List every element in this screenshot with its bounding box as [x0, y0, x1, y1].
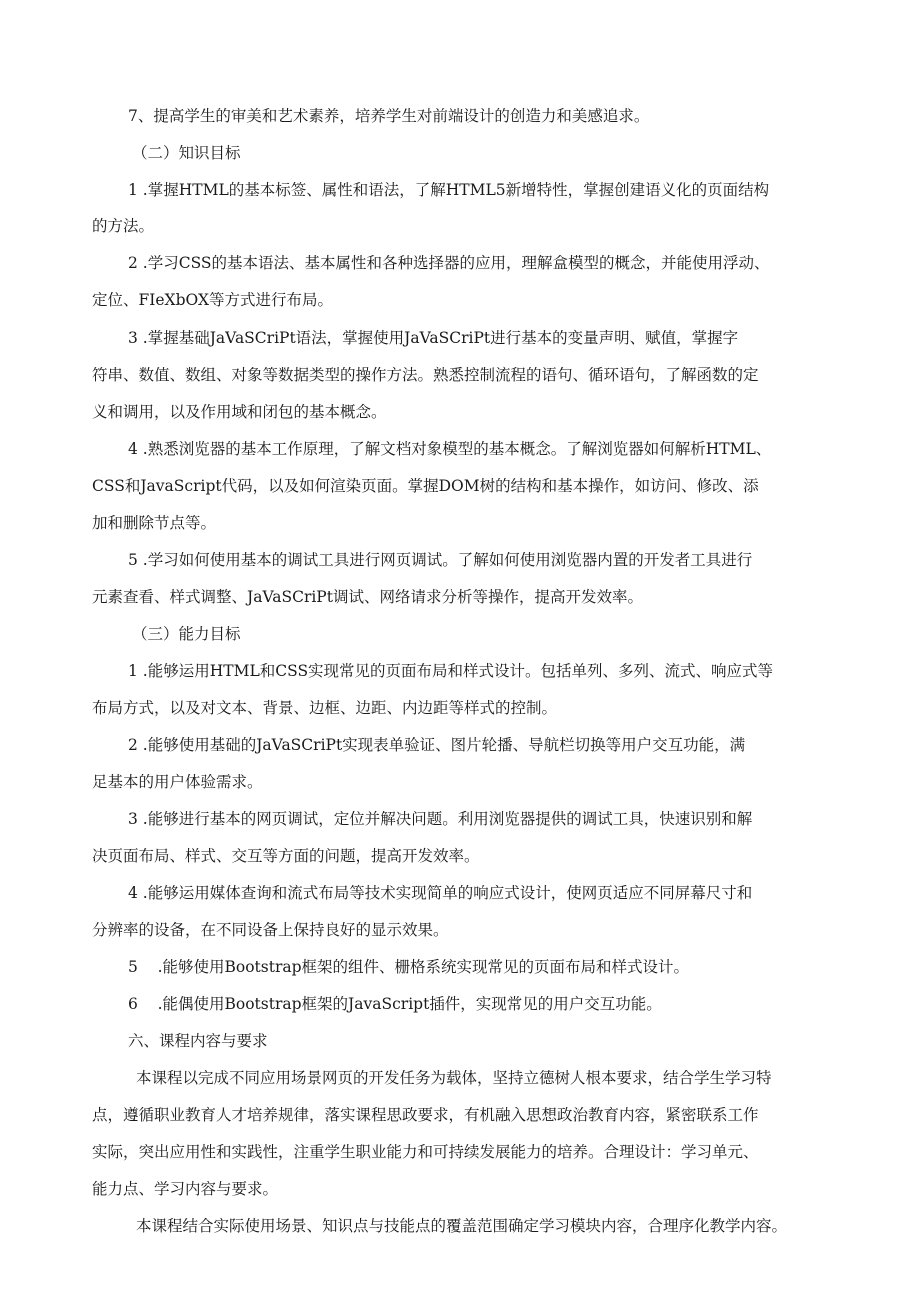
paragraph-line: 的方法。 [92, 217, 155, 235]
paragraph-line: 4 .熟悉浏览器的基本工作原理，了解文档对象模型的基本概念。了解浏览器如何解析HTML、 [128, 440, 772, 458]
paragraph-line: 2 .能够使用基础的JaVaSCriPt实现表单验证、图片轮播、导航栏切换等用户交互功能，满 [128, 736, 746, 754]
paragraph-line: 元素查看、样式调整、JaVaSCriPt调试、网络请求分析等操作，提高开发效率。 [92, 588, 643, 606]
paragraph-line: 6 .能偶使用Bootstrap框架的JavaScript插件，实现常见的用户交互功能。 [128, 995, 662, 1013]
paragraph-line: 1 .能够运用HTML和CSS实现常见的页面布局和样式设计。包括单列、多列、流式、响应式等 [128, 662, 774, 680]
paragraph-line: 4 .能够运用媒体查询和流式布局等技术实现简单的响应式设计，使网页适应不同屏幕尺寸和 [128, 884, 753, 902]
paragraph-line: 布局方式，以及对文本、背景、边框、边距、内边距等样式的控制。 [92, 699, 558, 717]
paragraph-line: 足基本的用户体验需求。 [92, 773, 263, 791]
paragraph-line: 点，遵循职业教育人才培养规律，落实课程思政要求，有机融入思想政治教育内容，紧密联系工作 [92, 1106, 759, 1124]
chapter-heading: 六、课程内容与要求 [128, 1032, 268, 1050]
paragraph-line: 2 .学习CSS的基本语法、基本属性和各种选择器的应用，理解盒模型的概念，并能使用浮动、 [128, 254, 770, 272]
paragraph-line: 本课程以完成不同应用场景网页的开发任务为载体，坚持立德树人根本要求，结合学生学习特 [136, 1069, 772, 1087]
section-heading: （三）能力目标 [132, 625, 241, 643]
paragraph-line: 7、提高学生的审美和艺术素养，培养学生对前端设计的创造力和美感追求。 [128, 107, 650, 125]
paragraph-line: 加和删除节点等。 [92, 514, 217, 532]
paragraph-line: 决页面布局、样式、交互等方面的问题，提高开发效率。 [92, 847, 480, 865]
paragraph-line: 符串、数值、数组、对象等数据类型的操作方法。熟悉控制流程的语句、循环语句，了解函数的定 [92, 366, 759, 384]
paragraph-line: 分辨率的设备，在不同设备上保持良好的显示效果。 [92, 921, 449, 939]
paragraph-line: 3 .能够进行基本的网页调试，定位并解决问题。利用浏览器提供的调试工具，快速识别和解 [128, 810, 753, 828]
paragraph-line: 定位、FIeXbOX等方式进行布局。 [92, 291, 333, 309]
paragraph-line: CSS和JavaScript代码，以及如何渲染页面。掌握DOM树的结构和基本操作，如访问、修改、添 [92, 477, 759, 495]
paragraph-line: 5 .能够使用Bootstrap框架的组件、栅格系统实现常见的页面布局和样式设计。 [128, 958, 690, 976]
paragraph-line: 能力点、学习内容与要求。 [92, 1180, 279, 1198]
paragraph-line: 实际，突出应用性和实践性，注重学生职业能力和可持续发展能力的培养。合理设计：学习单元、 [92, 1143, 759, 1161]
section-heading: （二）知识目标 [132, 144, 241, 162]
paragraph-line: 5 .学习如何使用基本的调试工具进行网页调试。了解如何使用浏览器内置的开发者工具进行 [128, 551, 753, 569]
paragraph-line: 义和调用，以及作用域和闭包的基本概念。 [92, 403, 387, 421]
paragraph-line: 3 .掌握基础JaVaSCriPt语法，掌握使用JaVaSCriPt进行基本的变量声明、赋值，掌握字 [128, 329, 739, 347]
paragraph-line: 本课程结合实际使用场景、知识点与技能点的覆盖范围确定学习模块内容，合理序化教学内容。 [136, 1217, 788, 1235]
paragraph-line: 1 .掌握HTML的基本标签、属性和语法，了解HTML5新增特性，掌握创建语义化的页面结构 [128, 181, 770, 199]
